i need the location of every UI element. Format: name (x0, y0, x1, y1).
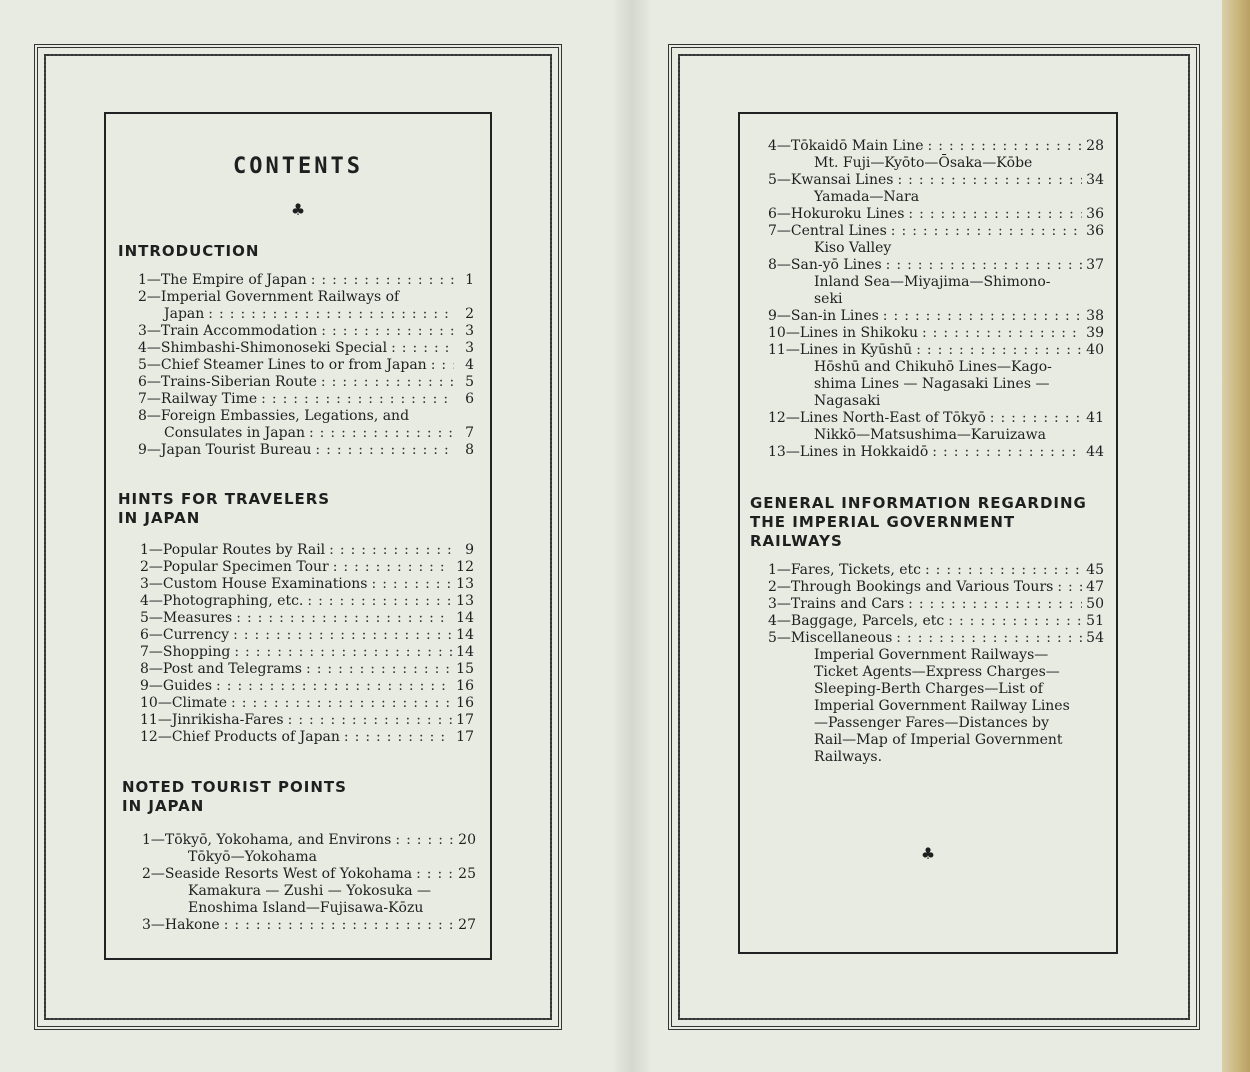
entry-subtopics: Imperial Government Railways— (814, 647, 1049, 663)
club-ornament-icon: ♣ (290, 200, 306, 219)
toc-entry (140, 559, 474, 576)
toc-entry (140, 729, 474, 746)
leader-dots (372, 576, 453, 593)
toc-entry (138, 442, 474, 459)
page-gutter (612, 0, 652, 1072)
toc-entry (768, 138, 1104, 155)
toc-entry (768, 613, 1104, 630)
entry-label: 3—Train Accommodation (138, 323, 318, 339)
entry-label: 7—Shopping (140, 644, 231, 660)
entry-subtopics: Rail—Map of Imperial Government (814, 732, 1063, 748)
leader-dots (309, 425, 454, 442)
entry-subtopics: Imperial Government Railway Lines (814, 698, 1070, 714)
page-number: 4 (465, 357, 474, 373)
entry-label: 2—Through Bookings and Various Tours (768, 579, 1054, 595)
leader-dots (315, 442, 454, 459)
toc-entry (140, 695, 474, 712)
toc-entry (138, 357, 474, 374)
toc-entry (768, 325, 1104, 342)
section-heading-introduction: INTRODUCTION (118, 242, 260, 260)
leader-dots (344, 729, 452, 746)
leader-dots (261, 391, 454, 408)
toc-entry (140, 593, 474, 610)
toc-entry (140, 712, 474, 729)
entry-label: 5—Measures (140, 610, 233, 626)
toc-entry (768, 257, 1104, 274)
toc-entry (768, 579, 1104, 596)
leader-dots (908, 206, 1082, 223)
page-number: 14 (456, 610, 474, 626)
entry-label: 6—Hokuroku Lines (768, 206, 905, 222)
toc-entry (768, 596, 1104, 613)
section-heading-general-information: GENERAL INFORMATION REGARDING THE IMPERIAL GOVERNMENT RAILWAYS (750, 494, 1087, 550)
leader-dots (948, 613, 1082, 630)
toc-entry (140, 542, 474, 559)
page-number: 34 (1086, 172, 1104, 188)
leader-dots (925, 562, 1082, 579)
leader-dots (329, 542, 454, 559)
leader-dots (1057, 579, 1082, 596)
page-number: 41 (1086, 410, 1104, 426)
book-edge (1222, 0, 1250, 1072)
general-information-entries (768, 562, 1104, 766)
leader-dots (886, 257, 1083, 274)
entry-label: 3—Hakone (142, 917, 220, 933)
page-number: 13 (456, 593, 474, 609)
toc-entry (768, 630, 1104, 647)
page-number: 40 (1086, 342, 1104, 358)
page-number: 15 (456, 661, 474, 677)
entry-label: 5—Kwansai Lines (768, 172, 894, 188)
page-number: 3 (465, 323, 474, 339)
leader-dots (306, 661, 452, 678)
toc-entry (138, 306, 474, 323)
entry-label: 7—Railway Time (138, 391, 258, 407)
entry-subtopics: shima Lines — Nagasaki Lines — (814, 376, 1050, 392)
page-number: 16 (456, 678, 474, 694)
toc-entry (138, 272, 474, 289)
entry-label: 12—Chief Products of Japan (140, 729, 340, 745)
page-number: 36 (1086, 223, 1104, 239)
leader-dots (416, 866, 454, 883)
left-contents-box (104, 112, 492, 960)
entry-label: 4—Tōkaidō Main Line (768, 138, 924, 154)
toc-entry (768, 444, 1104, 461)
toc-entry (768, 342, 1104, 359)
page-number: 28 (1086, 138, 1104, 154)
toc-entry (138, 340, 474, 357)
page-number: 36 (1086, 206, 1104, 222)
entry-subtopics: seki (814, 291, 843, 307)
page-number: 6 (465, 391, 474, 407)
page-number: 44 (1086, 444, 1104, 460)
leader-dots (208, 306, 454, 323)
page-number: 7 (465, 425, 474, 441)
toc-entry (138, 391, 474, 408)
entry-label: 3—Custom House Examinations (140, 576, 368, 592)
leader-dots (307, 593, 452, 610)
leader-dots (431, 357, 454, 374)
page-number: 16 (456, 695, 474, 711)
leader-dots (391, 340, 454, 357)
toc-entry (140, 678, 474, 695)
railway-lines-entries (768, 138, 1104, 461)
contents-title: CONTENTS (233, 154, 363, 179)
leader-dots (990, 410, 1082, 427)
toc-entry (138, 289, 474, 306)
toc-entry (768, 172, 1104, 189)
entry-label: 3—Trains and Cars (768, 596, 905, 612)
leader-dots (896, 630, 1082, 647)
entry-subtopics: Nagasaki (814, 393, 881, 409)
toc-entry (768, 223, 1104, 240)
section-heading-tourist-points: NOTED TOURIST POINTS IN JAPAN (122, 778, 347, 815)
toc-entry (140, 576, 474, 593)
leader-dots (883, 308, 1082, 325)
page-number: 38 (1086, 308, 1104, 324)
toc-entry (140, 661, 474, 678)
entry-label: 7—Central Lines (768, 223, 887, 239)
page-number: 39 (1086, 325, 1104, 341)
page-number: 45 (1086, 562, 1104, 578)
leader-dots (321, 323, 454, 340)
leader-dots (908, 596, 1082, 613)
leader-dots (922, 325, 1082, 342)
right-contents-box (738, 112, 1118, 954)
entry-subtopics: Railways. (814, 749, 883, 765)
entry-label: Japan (164, 306, 205, 322)
tourist-points-entries (142, 832, 476, 934)
toc-entry (768, 308, 1104, 325)
entry-label: 5—Miscellaneous (768, 630, 893, 646)
entry-subtopics: Tōkyō—Yokohama (188, 849, 317, 865)
leader-dots (891, 223, 1082, 240)
page-number: 8 (465, 442, 474, 458)
toc-entry (140, 644, 474, 661)
page-number: 3 (465, 340, 474, 356)
entry-label: Consulates in Japan (164, 425, 305, 441)
introduction-entries (138, 272, 474, 459)
club-ornament-icon: ♣ (920, 844, 936, 863)
toc-entry (142, 832, 476, 849)
toc-entry (768, 562, 1104, 579)
entry-subtopics: Kamakura — Zushi — Yokosuka — (188, 883, 432, 899)
entry-label: 2—Imperial Government Railways of (138, 289, 400, 305)
leader-dots (897, 172, 1082, 189)
entry-subtopics: Kiso Valley (814, 240, 892, 256)
page-number: 2 (465, 306, 474, 322)
page-number: 13 (456, 576, 474, 592)
entry-subtopics: Yamada—Nara (814, 189, 920, 205)
entry-label: 6—Trains-Siberian Route (138, 374, 317, 390)
entry-label: 6—Currency (140, 627, 230, 643)
entry-subtopics: —Passenger Fares—Distances by (814, 715, 1049, 731)
toc-entry (138, 323, 474, 340)
leader-dots (333, 559, 452, 576)
entry-subtopics: Inland Sea—Miyajima—Shimono- (814, 274, 1051, 290)
page-number: 5 (465, 374, 474, 390)
page-number: 1 (465, 272, 474, 288)
toc-entry (138, 408, 474, 425)
toc-entry (138, 425, 474, 442)
leader-dots (321, 374, 454, 391)
page-number: 37 (1086, 257, 1104, 273)
toc-entry (140, 627, 474, 644)
leader-dots (224, 917, 454, 934)
leader-dots (231, 695, 452, 712)
toc-entry (140, 610, 474, 627)
entry-label: 9—San-in Lines (768, 308, 879, 324)
entry-label: 4—Photographing, etc. (140, 593, 304, 609)
entry-subtopics: Hōshū and Chikuhō Lines—Kago- (814, 359, 1052, 375)
entry-label: 11—Lines in Kyūshū (768, 342, 913, 358)
leader-dots (395, 832, 454, 849)
page-number: 51 (1086, 613, 1104, 629)
toc-entry (142, 917, 476, 934)
entry-subtopics: Sleeping-Berth Charges—List of (814, 681, 1043, 697)
page-number: 9 (465, 542, 474, 558)
entry-label: 10—Climate (140, 695, 228, 711)
entry-label: 10—Lines in Shikoku (768, 325, 918, 341)
entry-label: 2—Popular Specimen Tour (140, 559, 329, 575)
entry-subtopics: Ticket Agents—Express Charges— (814, 664, 1060, 680)
entry-label: 4—Baggage, Parcels, etc (768, 613, 945, 629)
entry-label: 1—Fares, Tickets, etc (768, 562, 921, 578)
entry-subtopics: Mt. Fuji—Kyōto—Ōsaka—Kōbe (814, 155, 1033, 171)
page-number: 17 (456, 712, 474, 728)
entry-label: 9—Guides (140, 678, 213, 694)
page-number: 12 (456, 559, 474, 575)
page-number: 25 (458, 866, 476, 882)
page-number: 20 (458, 832, 476, 848)
entry-label: 13—Lines in Hokkaidō (768, 444, 929, 460)
leader-dots (234, 644, 452, 661)
entry-label: 8—San-yō Lines (768, 257, 882, 273)
leader-dots (216, 678, 452, 695)
entry-label: 9—Japan Tourist Bureau (138, 442, 312, 458)
entry-label: 8—Foreign Embassies, Legations, and (138, 408, 410, 424)
hints-entries (140, 542, 474, 746)
entry-label: 1—Popular Routes by Rail (140, 542, 326, 558)
toc-entry (142, 866, 476, 883)
page-number: 54 (1086, 630, 1104, 646)
toc-entry (138, 374, 474, 391)
toc-entry (768, 410, 1104, 427)
toc-entry (768, 206, 1104, 223)
leader-dots (311, 272, 454, 289)
page-number: 14 (456, 644, 474, 660)
leader-dots (932, 444, 1082, 461)
leader-dots (916, 342, 1082, 359)
page-number: 27 (458, 917, 476, 933)
entry-label: 5—Chief Steamer Lines to or from Japan (138, 357, 427, 373)
leader-dots (236, 610, 452, 627)
page-number: 14 (456, 627, 474, 643)
entry-label: 2—Seaside Resorts West of Yokohama (142, 866, 413, 882)
entry-label: 4—Shimbashi-Shimonoseki Special (138, 340, 388, 356)
page-number: 17 (456, 729, 474, 745)
entry-label: 8—Post and Telegrams (140, 661, 302, 677)
entry-subtopics: Nikkō—Matsushima—Karuizawa (814, 427, 1046, 443)
section-heading-hints: HINTS FOR TRAVELERS IN JAPAN (118, 490, 331, 527)
page-number: 50 (1086, 596, 1104, 612)
entry-label: 1—Tōkyō, Yokohama, and Environs (142, 832, 392, 848)
leader-dots (233, 627, 452, 644)
leader-dots (928, 138, 1083, 155)
leader-dots (288, 712, 453, 729)
entry-label: 11—Jinrikisha-Fares (140, 712, 284, 728)
entry-label: 1—The Empire of Japan (138, 272, 307, 288)
entry-subtopics: Enoshima Island—Fujisawa-Kōzu (188, 900, 424, 916)
entry-label: 12—Lines North-East of Tōkyō (768, 410, 986, 426)
page-number: 47 (1086, 579, 1104, 595)
